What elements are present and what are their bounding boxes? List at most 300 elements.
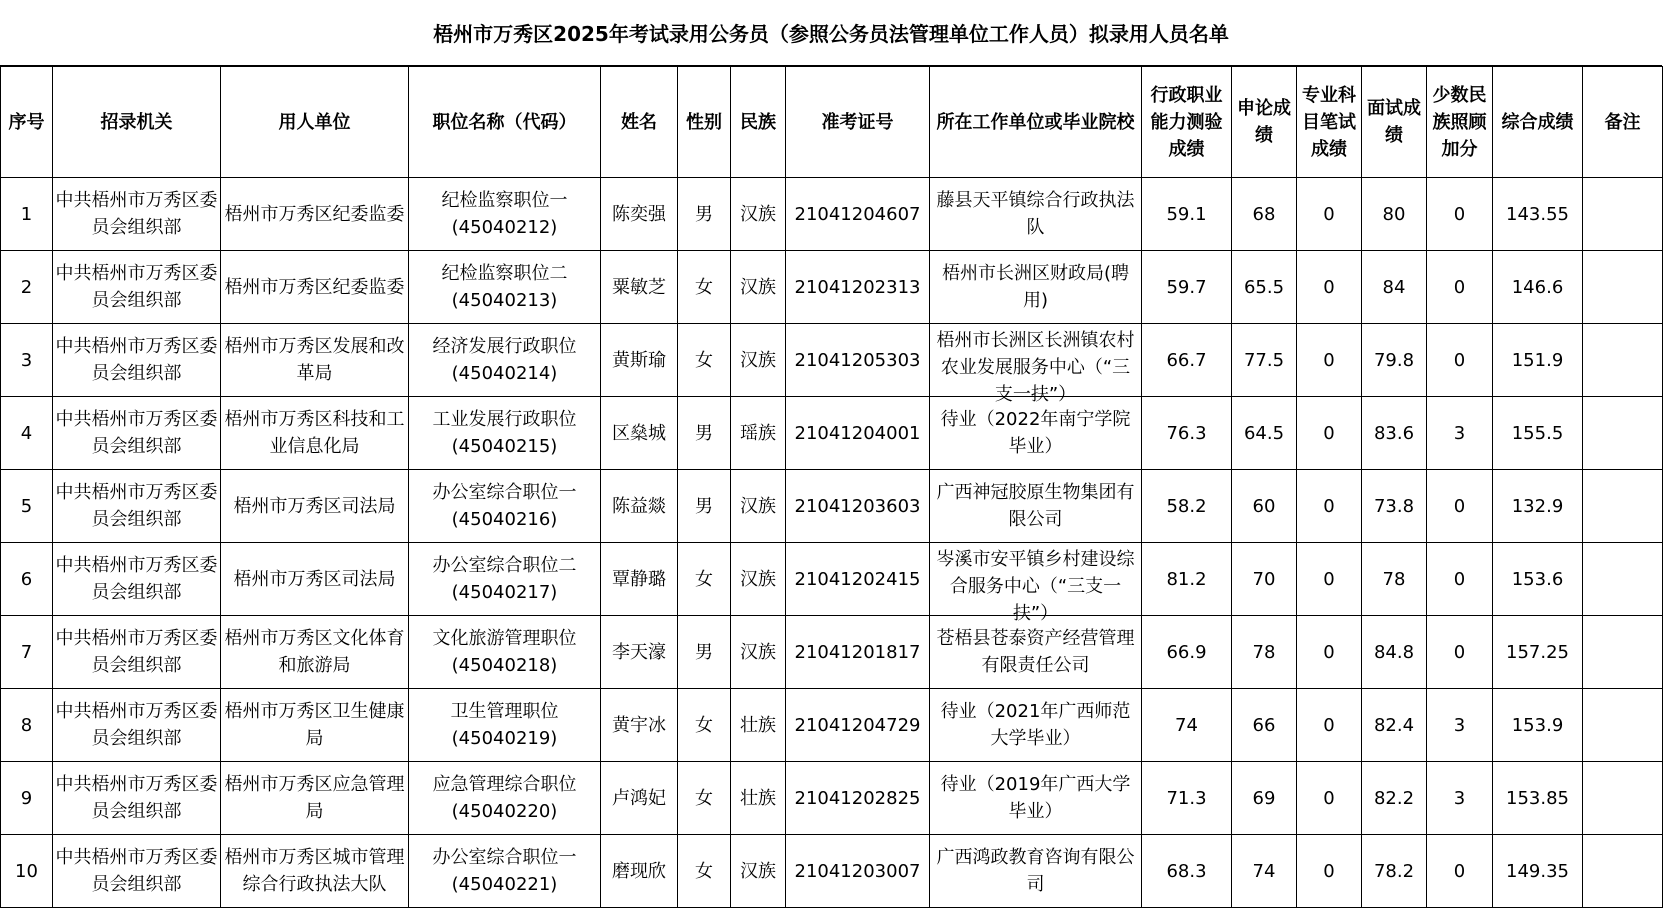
professional-score-cell xyxy=(1297,324,1362,397)
exam-id-cell xyxy=(786,470,930,543)
xingce-score: 59.1 xyxy=(1166,203,1207,225)
recruiting-agency: 中共梧州市万秀区委员会组织部 xyxy=(55,190,218,238)
total-score: 151.9 xyxy=(1511,349,1564,371)
interview-score: 73.8 xyxy=(1373,495,1415,517)
ethnicity-cell xyxy=(731,470,786,543)
row-number: 4 xyxy=(20,422,33,444)
remarks-cell xyxy=(1583,762,1663,835)
total-score-cell xyxy=(1493,762,1583,835)
gender: 男 xyxy=(695,203,713,225)
total-score: 146.6 xyxy=(1511,276,1564,298)
candidate-name-cell xyxy=(601,324,678,397)
ethnicity: 瑶族 xyxy=(740,422,776,444)
recruiting-agency-cell xyxy=(53,762,221,835)
remarks-cell xyxy=(1583,178,1663,251)
ethnicity-cell xyxy=(731,835,786,908)
gender-cell xyxy=(678,689,731,762)
professional-score: 0 xyxy=(1323,349,1335,371)
candidate-name-cell xyxy=(601,251,678,324)
shenlun-score: 69 xyxy=(1252,787,1276,809)
shenlun-score: 60 xyxy=(1252,495,1276,517)
total-score: 143.55 xyxy=(1506,203,1569,225)
row-number-cell xyxy=(1,324,53,397)
position-name: 纪检监察职位一(45040212) xyxy=(441,190,568,238)
header-cell: 用人单位 xyxy=(221,67,409,178)
recruiting-agency-cell xyxy=(53,470,221,543)
row-number: 3 xyxy=(20,349,33,371)
minority-bonus-cell xyxy=(1427,616,1493,689)
gender: 女 xyxy=(695,860,713,882)
exam-id-cell xyxy=(786,762,930,835)
interview-score: 84.8 xyxy=(1373,641,1415,663)
recruiting-agency: 中共梧州市万秀区委员会组织部 xyxy=(55,774,218,822)
interview-score-cell xyxy=(1362,324,1427,397)
ethnicity-cell xyxy=(731,178,786,251)
candidate-name: 李天濠 xyxy=(612,641,666,663)
position-name-cell xyxy=(409,762,601,835)
page-title: 梧州市万秀区2025年考试录用公务员（参照公务员法管理单位工作人员）拟录用人员名单 xyxy=(0,0,1662,66)
recruiting-agency-cell xyxy=(53,251,221,324)
row-number: 2 xyxy=(20,276,33,298)
employing-unit: 梧州市万秀区司法局 xyxy=(233,495,396,517)
gender: 女 xyxy=(695,349,713,371)
recruiting-agency: 中共梧州市万秀区委员会组织部 xyxy=(55,847,218,895)
minority-bonus: 0 xyxy=(1453,641,1466,663)
xingce-score: 66.9 xyxy=(1166,641,1207,663)
employing-unit-cell xyxy=(221,251,409,324)
position-name-cell xyxy=(409,178,601,251)
employing-unit: 梧州市万秀区科技和工业信息化局 xyxy=(224,409,405,457)
candidate-name: 覃静璐 xyxy=(612,568,666,590)
candidate-name: 区燊城 xyxy=(612,422,666,444)
row-number-cell xyxy=(1,397,53,470)
exam-id: 21041203007 xyxy=(794,860,921,882)
interview-score: 79.8 xyxy=(1373,349,1415,371)
gender: 男 xyxy=(695,495,713,517)
ethnicity-cell xyxy=(731,397,786,470)
shenlun-score-cell xyxy=(1232,835,1297,908)
exam-id: 21041202415 xyxy=(794,568,921,590)
exam-id-cell xyxy=(786,397,930,470)
professional-score-cell xyxy=(1297,251,1362,324)
shenlun-score: 65.5 xyxy=(1243,276,1285,298)
interview-score-cell xyxy=(1362,689,1427,762)
position-name-cell xyxy=(409,397,601,470)
workplace-or-school: 待业（2019年广西大学毕业） xyxy=(940,774,1131,822)
shenlun-score: 64.5 xyxy=(1243,422,1285,444)
ethnicity: 汉族 xyxy=(740,349,776,371)
ethnicity-cell xyxy=(731,616,786,689)
minority-bonus-cell xyxy=(1427,762,1493,835)
workplace-or-school-cell xyxy=(930,251,1142,324)
interview-score-cell xyxy=(1362,178,1427,251)
exam-id-cell xyxy=(786,251,930,324)
xingce-score: 66.7 xyxy=(1166,349,1207,371)
workplace-or-school: 待业（2021年广西师范大学毕业） xyxy=(940,701,1131,749)
remarks-cell xyxy=(1583,689,1663,762)
employing-unit: 梧州市万秀区发展和改革局 xyxy=(224,336,405,384)
header-cell: 准考证号 xyxy=(786,67,930,178)
workplace-or-school-cell xyxy=(930,397,1142,470)
recruiting-agency-cell xyxy=(53,543,221,616)
employing-unit-cell xyxy=(221,616,409,689)
gender-cell xyxy=(678,251,731,324)
row-number: 7 xyxy=(20,641,33,663)
row-number: 1 xyxy=(20,203,33,225)
minority-bonus-cell xyxy=(1427,835,1493,908)
gender: 女 xyxy=(695,714,713,736)
workplace-or-school-cell xyxy=(930,178,1142,251)
row-number-cell xyxy=(1,835,53,908)
row-number-cell xyxy=(1,470,53,543)
position-name: 经济发展行政职位(45040214) xyxy=(432,336,577,384)
gender-cell xyxy=(678,543,731,616)
shenlun-score: 70 xyxy=(1252,568,1276,590)
row-number-cell xyxy=(1,178,53,251)
employing-unit: 梧州市万秀区文化体育和旅游局 xyxy=(224,628,405,676)
ethnicity: 汉族 xyxy=(740,495,776,517)
interview-score: 78.2 xyxy=(1373,860,1415,882)
position-name-cell xyxy=(409,324,601,397)
recruiting-agency-cell xyxy=(53,835,221,908)
interview-score-cell xyxy=(1362,470,1427,543)
xingce-score-cell xyxy=(1142,178,1232,251)
position-name-cell xyxy=(409,470,601,543)
ethnicity: 汉族 xyxy=(740,276,776,298)
workplace-or-school-cell xyxy=(930,470,1142,543)
professional-score-cell xyxy=(1297,835,1362,908)
position-name: 纪检监察职位二(45040213) xyxy=(441,263,568,311)
header-cell: 少数民族照顾加分 xyxy=(1427,67,1493,178)
minority-bonus-cell xyxy=(1427,397,1493,470)
exam-id: 21041203603 xyxy=(794,495,921,517)
xingce-score: 74 xyxy=(1175,714,1198,736)
exam-id-cell xyxy=(786,178,930,251)
candidate-name-cell xyxy=(601,397,678,470)
minority-bonus: 0 xyxy=(1453,568,1466,590)
ethnicity-cell xyxy=(731,689,786,762)
candidate-name: 黄宇冰 xyxy=(612,714,666,736)
remarks-cell xyxy=(1583,543,1663,616)
ethnicity-cell xyxy=(731,251,786,324)
position-name-cell xyxy=(409,251,601,324)
candidate-name-cell xyxy=(601,178,678,251)
header-cell: 申论成绩 xyxy=(1232,67,1297,178)
candidate-name: 黄斯瑜 xyxy=(612,349,666,371)
shenlun-score-cell xyxy=(1232,397,1297,470)
total-score: 157.25 xyxy=(1506,641,1569,663)
gender-cell xyxy=(678,470,731,543)
employing-unit-cell xyxy=(221,470,409,543)
minority-bonus-cell xyxy=(1427,251,1493,324)
recruiting-agency-cell xyxy=(53,616,221,689)
header-cell: 综合成绩 xyxy=(1493,67,1583,178)
header-row xyxy=(1,67,1663,178)
total-score-cell xyxy=(1493,324,1583,397)
minority-bonus-cell xyxy=(1427,178,1493,251)
recruiting-agency: 中共梧州市万秀区委员会组织部 xyxy=(55,263,218,311)
xingce-score-cell xyxy=(1142,689,1232,762)
gender: 女 xyxy=(695,276,713,298)
employing-unit-cell xyxy=(221,178,409,251)
employing-unit: 梧州市万秀区应急管理局 xyxy=(224,774,405,822)
professional-score-cell xyxy=(1297,616,1362,689)
position-name: 办公室综合职位一(45040221) xyxy=(432,847,577,895)
xingce-score-cell xyxy=(1142,762,1232,835)
position-name: 工业发展行政职位(45040215) xyxy=(432,409,577,457)
header-cell: 备注 xyxy=(1583,67,1663,178)
total-score: 153.9 xyxy=(1511,714,1564,736)
recruiting-agency: 中共梧州市万秀区委员会组织部 xyxy=(55,628,218,676)
total-score-cell xyxy=(1493,178,1583,251)
xingce-score: 81.2 xyxy=(1166,568,1207,590)
shenlun-score-cell xyxy=(1232,251,1297,324)
professional-score-cell xyxy=(1297,397,1362,470)
professional-score-cell xyxy=(1297,762,1362,835)
professional-score-cell xyxy=(1297,178,1362,251)
interview-score-cell xyxy=(1362,616,1427,689)
total-score-cell xyxy=(1493,616,1583,689)
total-score: 155.5 xyxy=(1511,422,1564,444)
row-number: 6 xyxy=(20,568,33,590)
ethnicity: 汉族 xyxy=(740,860,776,882)
candidate-name: 陈益燚 xyxy=(612,495,666,517)
ethnicity-cell xyxy=(731,762,786,835)
total-score: 132.9 xyxy=(1511,495,1564,517)
interview-score: 82.4 xyxy=(1373,714,1415,736)
ethnicity-cell xyxy=(731,324,786,397)
xingce-score-cell xyxy=(1142,470,1232,543)
total-score-cell xyxy=(1493,689,1583,762)
table-row xyxy=(1,762,1663,835)
recruiting-agency-cell xyxy=(53,397,221,470)
header-cell: 专业科目笔试成绩 xyxy=(1297,67,1362,178)
row-number-cell xyxy=(1,251,53,324)
candidate-name-cell xyxy=(601,616,678,689)
professional-score: 0 xyxy=(1323,422,1335,444)
header-cell: 行政职业能力测验成绩 xyxy=(1142,67,1232,178)
ethnicity: 汉族 xyxy=(740,203,776,225)
remarks-cell xyxy=(1583,397,1663,470)
shenlun-score: 66 xyxy=(1252,714,1276,736)
recruiting-agency: 中共梧州市万秀区委员会组织部 xyxy=(55,336,218,384)
employing-unit-cell xyxy=(221,324,409,397)
xingce-score: 58.2 xyxy=(1166,495,1207,517)
candidate-name-cell xyxy=(601,543,678,616)
total-score-cell xyxy=(1493,470,1583,543)
candidate-name-cell xyxy=(601,835,678,908)
employing-unit: 梧州市万秀区司法局 xyxy=(233,568,396,590)
recruiting-agency-cell xyxy=(53,689,221,762)
gender-cell xyxy=(678,324,731,397)
workplace-or-school: 梧州市长洲区财政局(聘用) xyxy=(941,263,1130,311)
professional-score: 0 xyxy=(1323,641,1335,663)
minority-bonus-cell xyxy=(1427,324,1493,397)
table-row xyxy=(1,251,1663,324)
professional-score: 0 xyxy=(1323,495,1335,517)
workplace-or-school-cell xyxy=(930,324,1142,405)
position-name-cell xyxy=(409,689,601,762)
employing-unit: 梧州市万秀区城市管理综合行政执法大队 xyxy=(224,847,405,895)
employing-unit: 梧州市万秀区纪委监委 xyxy=(224,203,405,225)
row-number-cell xyxy=(1,616,53,689)
gender-cell xyxy=(678,762,731,835)
interview-score: 82.2 xyxy=(1373,787,1415,809)
header-cell: 面试成绩 xyxy=(1362,67,1427,178)
row-number-cell xyxy=(1,543,53,616)
xingce-score-cell xyxy=(1142,324,1232,397)
minority-bonus: 0 xyxy=(1453,203,1466,225)
xingce-score: 68.3 xyxy=(1166,860,1207,882)
workplace-or-school-cell xyxy=(930,762,1142,835)
row-number: 9 xyxy=(20,787,33,809)
minority-bonus: 3 xyxy=(1453,714,1466,736)
header-cell: 职位名称（代码） xyxy=(409,67,601,178)
gender: 女 xyxy=(695,787,713,809)
workplace-or-school: 梧州市长洲区长洲镇农村农业发展服务中心（“三支一扶”） xyxy=(936,330,1135,405)
position-name-cell xyxy=(409,543,601,616)
exam-id: 21041202313 xyxy=(794,276,921,298)
header-cell: 性别 xyxy=(678,67,731,178)
exam-id-cell xyxy=(786,324,930,397)
exam-id: 21041204729 xyxy=(794,714,921,736)
interview-score: 80 xyxy=(1382,203,1406,225)
workplace-or-school: 岑溪市安平镇乡村建设综合服务中心（“三支一扶”） xyxy=(936,549,1135,624)
professional-score: 0 xyxy=(1323,276,1335,298)
table-row xyxy=(1,324,1663,397)
table-row xyxy=(1,616,1663,689)
gender-cell xyxy=(678,397,731,470)
xingce-score-cell xyxy=(1142,835,1232,908)
minority-bonus: 0 xyxy=(1453,349,1466,371)
total-score-cell xyxy=(1493,397,1583,470)
xingce-score-cell xyxy=(1142,397,1232,470)
interview-score: 78 xyxy=(1382,568,1406,590)
total-score: 149.35 xyxy=(1506,860,1569,882)
workplace-or-school-cell xyxy=(930,616,1142,689)
row-number: 10 xyxy=(15,860,38,882)
workplace-or-school: 藤县天平镇综合行政执法队 xyxy=(936,190,1135,238)
shenlun-score-cell xyxy=(1232,178,1297,251)
employing-unit-cell xyxy=(221,689,409,762)
candidate-name-cell xyxy=(601,470,678,543)
row-number: 8 xyxy=(20,714,33,736)
employing-unit: 梧州市万秀区卫生健康局 xyxy=(224,701,405,749)
recruiting-agency: 中共梧州市万秀区委员会组织部 xyxy=(55,482,218,530)
remarks-cell xyxy=(1583,835,1663,908)
position-name: 文化旅游管理职位(45040218) xyxy=(432,628,577,676)
total-score-cell xyxy=(1493,251,1583,324)
recruiting-agency: 中共梧州市万秀区委员会组织部 xyxy=(55,409,218,457)
workplace-or-school-cell xyxy=(930,543,1142,624)
position-name-cell xyxy=(409,616,601,689)
row-number-cell xyxy=(1,762,53,835)
exam-id: 21041205303 xyxy=(794,349,921,371)
table-row xyxy=(1,543,1663,616)
table-row xyxy=(1,835,1663,908)
gender-cell xyxy=(678,835,731,908)
ethnicity: 壮族 xyxy=(740,714,776,736)
employing-unit: 梧州市万秀区纪委监委 xyxy=(224,276,405,298)
shenlun-score-cell xyxy=(1232,616,1297,689)
total-score-cell xyxy=(1493,543,1583,616)
interview-score: 83.6 xyxy=(1373,422,1415,444)
professional-score: 0 xyxy=(1323,203,1335,225)
exam-id: 21041204607 xyxy=(794,203,921,225)
gender: 男 xyxy=(695,422,713,444)
interview-score-cell xyxy=(1362,762,1427,835)
minority-bonus-cell xyxy=(1427,543,1493,616)
exam-id-cell xyxy=(786,543,930,616)
position-name: 卫生管理职位(45040219) xyxy=(450,701,559,749)
position-name: 应急管理综合职位(45040220) xyxy=(432,774,577,822)
exam-id-cell xyxy=(786,689,930,762)
total-score: 153.85 xyxy=(1506,787,1569,809)
exam-id: 21041202825 xyxy=(794,787,921,809)
candidate-name: 陈奕强 xyxy=(612,203,666,225)
minority-bonus: 0 xyxy=(1453,276,1466,298)
ethnicity: 汉族 xyxy=(740,568,776,590)
recruiting-agency-cell xyxy=(53,324,221,397)
workplace-or-school: 苍梧县苍泰资产经营管理有限责任公司 xyxy=(936,628,1135,676)
professional-score-cell xyxy=(1297,689,1362,762)
table-row xyxy=(1,470,1663,543)
row-number-cell xyxy=(1,689,53,762)
gender: 女 xyxy=(695,568,713,590)
header-cell: 招录机关 xyxy=(53,67,221,178)
candidate-name: 磨现欣 xyxy=(612,860,666,882)
workplace-or-school: 广西神冠胶原生物集团有限公司 xyxy=(936,482,1135,530)
header-cell: 序号 xyxy=(1,67,53,178)
minority-bonus: 3 xyxy=(1453,787,1466,809)
candidate-name: 卢鸿妃 xyxy=(612,787,666,809)
shenlun-score-cell xyxy=(1232,324,1297,397)
gender-cell xyxy=(678,616,731,689)
professional-score-cell xyxy=(1297,470,1362,543)
position-name: 办公室综合职位二(45040217) xyxy=(432,555,577,603)
recruiting-agency-cell xyxy=(53,178,221,251)
exam-id: 21041201817 xyxy=(794,641,921,663)
professional-score: 0 xyxy=(1323,568,1335,590)
professional-score: 0 xyxy=(1323,714,1335,736)
interview-score-cell xyxy=(1362,397,1427,470)
employing-unit-cell xyxy=(221,543,409,616)
workplace-or-school: 待业（2022年南宁学院毕业） xyxy=(940,409,1131,457)
shenlun-score: 78 xyxy=(1252,641,1276,663)
shenlun-score-cell xyxy=(1232,543,1297,616)
candidate-name-cell xyxy=(601,762,678,835)
minority-bonus: 0 xyxy=(1453,860,1466,882)
interview-score-cell xyxy=(1362,251,1427,324)
total-score: 153.6 xyxy=(1511,568,1564,590)
recruiting-agency: 中共梧州市万秀区委员会组织部 xyxy=(55,555,218,603)
header-cell: 所在工作单位或毕业院校 xyxy=(930,67,1142,178)
interview-score-cell xyxy=(1362,835,1427,908)
candidate-table xyxy=(0,66,1663,908)
xingce-score-cell xyxy=(1142,543,1232,616)
minority-bonus: 0 xyxy=(1453,495,1466,517)
shenlun-score-cell xyxy=(1232,689,1297,762)
gender: 男 xyxy=(695,641,713,663)
table-row xyxy=(1,397,1663,470)
xingce-score: 71.3 xyxy=(1166,787,1207,809)
interview-score-cell xyxy=(1362,543,1427,616)
row-number: 5 xyxy=(20,495,33,517)
header-cell: 民族 xyxy=(731,67,786,178)
table-row xyxy=(1,178,1663,251)
position-name-cell xyxy=(409,835,601,908)
shenlun-score: 74 xyxy=(1252,860,1276,882)
